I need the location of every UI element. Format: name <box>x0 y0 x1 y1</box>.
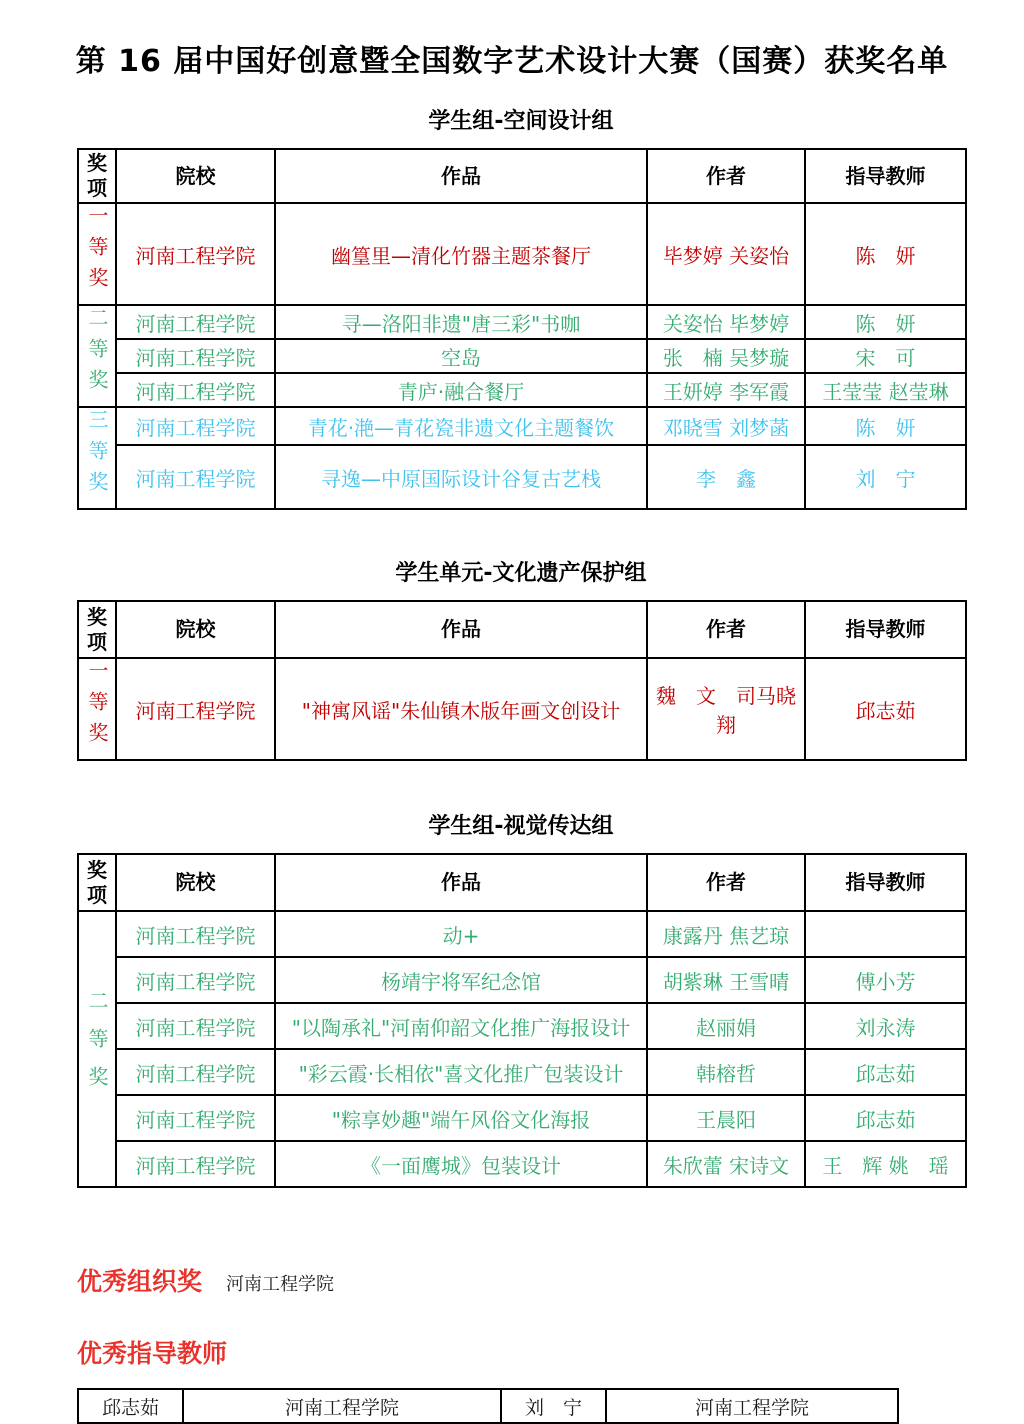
section-title-visual-communication: 学生组-视觉传达组 <box>428 814 614 839</box>
column-header-author: 作者 <box>647 601 805 658</box>
award-label: 一等奖 <box>85 660 109 753</box>
school-cell: 河南工程学院 <box>116 957 275 1003</box>
author-cell: 王妍婷 李军霞 <box>647 373 805 407</box>
excellent-organization-award-label: 优秀组织奖 <box>77 1267 203 1296</box>
author-cell: 毕梦婷 关姿怡 <box>647 203 805 305</box>
author-cell: 李 鑫 <box>647 445 805 509</box>
award-cell <box>78 911 116 1187</box>
author-cell: 张 楠 吴梦璇 <box>647 339 805 373</box>
school-cell: 河南工程学院 <box>116 203 275 305</box>
table-row <box>78 1141 966 1187</box>
work-cell: 空岛 <box>275 339 647 373</box>
section-title-space-design: 学生组-空间设计组 <box>428 109 614 134</box>
excellent-advisors-heading: 优秀指导教师 <box>77 1339 228 1368</box>
award-label: 二等奖 <box>85 989 109 1104</box>
author-cell: 康露丹 焦艺琼 <box>647 911 805 957</box>
table-row <box>78 1095 966 1141</box>
school-cell: 河南工程学院 <box>116 339 275 373</box>
school-cell: 河南工程学院 <box>116 445 275 509</box>
column-header-work: 作品 <box>275 601 647 658</box>
table-row <box>78 305 966 339</box>
school-cell: 河南工程学院 <box>116 658 275 760</box>
table-row <box>78 373 966 407</box>
author-cell: 朱欣蕾 宋诗文 <box>647 1141 805 1187</box>
work-cell: 寻—洛阳非遗"唐三彩"书咖 <box>275 305 647 339</box>
advisor-cell: 刘 宁 <box>805 445 966 509</box>
advisor-cell: 邱志茹 <box>805 1095 966 1141</box>
column-header-work: 作品 <box>275 149 647 203</box>
advisor-cell: 宋 可 <box>805 339 966 373</box>
work-cell: 青庐·融合餐厅 <box>275 373 647 407</box>
advisor-name-cell: 邱志茹 <box>78 1389 183 1423</box>
column-header-author: 作者 <box>647 149 805 203</box>
advisor-cell: 傅小芳 <box>805 957 966 1003</box>
table-row <box>78 339 966 373</box>
work-cell: 动+ <box>275 911 647 957</box>
award-label: 二等奖 <box>85 307 109 400</box>
author-cell: 魏 文 司马晓翔 <box>647 658 805 760</box>
work-cell: 青花·滟—青花瓷非遗文化主题餐饮 <box>275 407 647 445</box>
award-cell <box>78 407 116 509</box>
table-header-row <box>78 149 966 203</box>
award-cell <box>78 658 116 760</box>
award-table-space-design <box>77 148 967 510</box>
page-title: 第 16 届中国好创意暨全国数字艺术设计大赛（国赛）获奖名单 <box>75 44 949 79</box>
advisor-cell: 王莹莹 赵莹琳 <box>805 373 966 407</box>
award-table-visual-communication <box>77 853 967 1188</box>
table-row <box>78 407 966 445</box>
excellent-organization-award <box>77 1262 965 1298</box>
excellent-organization-award-value: 河南工程学院 <box>226 1274 335 1295</box>
award-cell <box>78 305 116 407</box>
column-header-work: 作品 <box>275 854 647 911</box>
advisor-cell: 陈 妍 <box>805 305 966 339</box>
school-cell: 河南工程学院 <box>116 1003 275 1049</box>
advisor-cell: 邱志茹 <box>805 1049 966 1095</box>
author-cell: 邓晓雪 刘梦菡 <box>647 407 805 445</box>
document-content <box>77 104 965 1424</box>
school-cell: 河南工程学院 <box>116 911 275 957</box>
school-cell: 河南工程学院 <box>116 1049 275 1095</box>
school-cell: 河南工程学院 <box>116 305 275 339</box>
table-row <box>78 1003 966 1049</box>
table-row <box>78 1049 966 1095</box>
table-row <box>78 911 966 957</box>
award-label: 三等奖 <box>85 409 109 502</box>
work-cell: 幽篁里—清化竹器主题茶餐厅 <box>275 203 647 305</box>
table-row <box>78 957 966 1003</box>
column-header-advisor: 指导教师 <box>805 601 966 658</box>
column-header-advisor: 指导教师 <box>805 149 966 203</box>
table-header-row <box>78 854 966 911</box>
advisor-cell <box>805 911 966 957</box>
work-cell: 《一面鹰城》包装设计 <box>275 1141 647 1187</box>
advisor-name-cell: 刘 宁 <box>501 1389 606 1423</box>
author-cell: 王晨阳 <box>647 1095 805 1141</box>
advisor-cell: 陈 妍 <box>805 407 966 445</box>
author-cell: 韩榕哲 <box>647 1049 805 1095</box>
work-cell: 杨靖宇将军纪念馆 <box>275 957 647 1003</box>
author-cell: 胡紫琳 王雪晴 <box>647 957 805 1003</box>
column-header-award: 奖项 <box>78 601 116 658</box>
column-header-award: 奖项 <box>78 854 116 911</box>
award-cell <box>78 203 116 305</box>
school-cell: 河南工程学院 <box>116 1095 275 1141</box>
table-header-row <box>78 601 966 658</box>
advisor-school-cell: 河南工程学院 <box>183 1389 501 1423</box>
school-cell: 河南工程学院 <box>116 1141 275 1187</box>
author-cell: 赵丽娟 <box>647 1003 805 1049</box>
column-header-author: 作者 <box>647 854 805 911</box>
work-cell: "粽享妙趣"端午风俗文化海报 <box>275 1095 647 1141</box>
work-cell: 寻逸—中原国际设计谷复古艺栈 <box>275 445 647 509</box>
table-row <box>78 658 966 760</box>
work-cell: "神寓风谣"朱仙镇木版年画文创设计 <box>275 658 647 760</box>
school-cell: 河南工程学院 <box>116 407 275 445</box>
advisor-cell: 陈 妍 <box>805 203 966 305</box>
work-cell: "以陶承礼"河南仰韶文化推广海报设计 <box>275 1003 647 1049</box>
column-header-school: 院校 <box>116 854 275 911</box>
table-row <box>78 203 966 305</box>
work-cell: "彩云霞·长相依"喜文化推广包装设计 <box>275 1049 647 1095</box>
table-row <box>78 445 966 509</box>
school-cell: 河南工程学院 <box>116 373 275 407</box>
column-header-award: 奖项 <box>78 149 116 203</box>
column-header-school: 院校 <box>116 601 275 658</box>
author-cell: 关姿怡 毕梦婷 <box>647 305 805 339</box>
column-header-school: 院校 <box>116 149 275 203</box>
advisor-cell: 邱志茹 <box>805 658 966 760</box>
section-title-cultural-heritage: 学生单元-文化遗产保护组 <box>395 561 647 586</box>
award-table-cultural-heritage <box>77 600 967 761</box>
column-header-advisor: 指导教师 <box>805 854 966 911</box>
advisor-cell: 王 辉 姚 瑶 <box>805 1141 966 1187</box>
advisor-school-cell: 河南工程学院 <box>606 1389 898 1423</box>
advisor-cell: 刘永涛 <box>805 1003 966 1049</box>
excellent-advisors-table <box>77 1388 899 1424</box>
award-label: 一等奖 <box>85 205 109 298</box>
advisor-table-row <box>78 1389 898 1423</box>
